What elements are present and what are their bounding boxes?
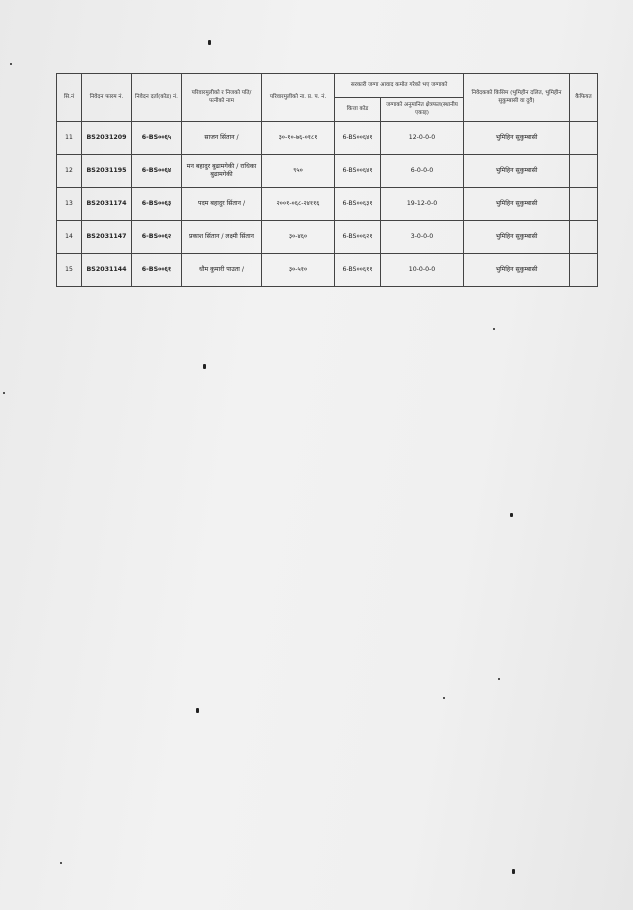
table-row — [57, 188, 598, 221]
cell-form-no: BS2031209 — [82, 122, 132, 155]
header-applicant-type: निवेदकको किसिम (भुमिहीन दलित, भुमिहीन सुकुम्बासी वा दुवै) — [464, 74, 570, 122]
scan-speck — [443, 697, 445, 699]
header-application-reg-code: निवेदन दर्ता(कोड) नं. — [132, 74, 182, 122]
cell-applicant-type: भुमिहिन सुकुम्बासी — [464, 122, 570, 155]
cell-plot-code: 6-BS००६११ — [335, 254, 381, 287]
table-row — [57, 221, 598, 254]
cell-land-area: 3-0-0-0 — [381, 221, 464, 254]
applicant-register-table — [56, 73, 598, 287]
cell-name: मन बहादुर बुढामगेकी / राधिका बुढामगेकी — [182, 155, 262, 188]
cell-remarks — [570, 221, 598, 254]
cell-form-no: BS2031195 — [82, 155, 132, 188]
cell-remarks — [570, 122, 598, 155]
cell-applicant-type: भुमिहिन सुकुम्बासी — [464, 155, 570, 188]
cell-name: धौम कुमारी पाउता / — [182, 254, 262, 287]
scan-speck — [203, 364, 206, 369]
cell-land-area: 12-0-0-0 — [381, 122, 464, 155]
cell-form-no: BS2031174 — [82, 188, 132, 221]
cell-remarks — [570, 254, 598, 287]
cell-remarks — [570, 155, 598, 188]
cell-land-area: 6-0-0-0 — [381, 155, 464, 188]
cell-sn: 15 — [57, 254, 82, 287]
table-row — [57, 155, 598, 188]
scan-speck — [208, 40, 211, 45]
cell-sn: 14 — [57, 221, 82, 254]
scan-speck — [10, 63, 12, 65]
scan-speck — [512, 869, 515, 874]
scan-speck — [196, 708, 199, 713]
header-land-area: जग्गाको अनुमानित क्षेत्रफल(स्थानीय एकाइ) — [381, 98, 464, 122]
cell-applicant-type: भुमिहिन सुकुम्बासी — [464, 188, 570, 221]
cell-applicant-type: भुमिहिन सुकुम्बासी — [464, 254, 570, 287]
cell-plot-code: 6-BS००६३१ — [335, 188, 381, 221]
cell-citizenship: ९५० — [262, 155, 335, 188]
cell-reg-code: 6-BS००६३ — [132, 188, 182, 221]
header-citizenship-no: परिवारमुलीको ना. प्र. प. नं. — [262, 74, 335, 122]
cell-land-area: 19-12-0-0 — [381, 188, 464, 221]
scan-speck — [498, 678, 500, 680]
cell-applicant-type: भुमिहिन सुकुम्बासी — [464, 221, 570, 254]
cell-reg-code: 6-BS००६५ — [132, 122, 182, 155]
cell-name: पदम बहादुर सिंतान / — [182, 188, 262, 221]
header-application-form-no: निवेदन फारम नं. — [82, 74, 132, 122]
cell-form-no: BS2031147 — [82, 221, 132, 254]
cell-reg-code: 6-BS००६१ — [132, 254, 182, 287]
cell-reg-code: 6-BS००६४ — [132, 155, 182, 188]
cell-form-no: BS2031144 — [82, 254, 132, 287]
cell-citizenship: ३०-४६० — [262, 221, 335, 254]
cell-citizenship: २००१-०६८-२४११६ — [262, 188, 335, 221]
scan-speck — [60, 862, 62, 864]
header-plot-code: कित्ता कोड — [335, 98, 381, 122]
cell-name: साजन सिंतान / — [182, 122, 262, 155]
cell-reg-code: 6-BS००६२ — [132, 221, 182, 254]
cell-land-area: 10-0-0-0 — [381, 254, 464, 287]
cell-plot-code: 6-BS००६४१ — [335, 155, 381, 188]
table-row — [57, 254, 598, 287]
cell-sn: 12 — [57, 155, 82, 188]
header-family-head-name: परिवारमुलीको र निजको पति/पत्नीको नाम — [182, 74, 262, 122]
cell-sn: 13 — [57, 188, 82, 221]
cell-plot-code: 6-BS००६२१ — [335, 221, 381, 254]
header-land-group: सरकारी जग्गा आवाद कमोत गरेको भए जग्गाको — [335, 74, 464, 98]
cell-citizenship: ३०-१०-७६-०१८१ — [262, 122, 335, 155]
scan-speck — [493, 328, 495, 330]
cell-plot-code: 6-BS००६४१ — [335, 122, 381, 155]
header-remarks: कैफियत — [570, 74, 598, 122]
cell-citizenship: ३०-५१० — [262, 254, 335, 287]
cell-remarks — [570, 188, 598, 221]
header-sn: सि.नं — [57, 74, 82, 122]
scan-speck — [510, 513, 513, 517]
scan-speck — [3, 392, 5, 394]
cell-sn: 11 — [57, 122, 82, 155]
table-row — [57, 122, 598, 155]
cell-name: प्रकाश सिंतान / लक्ष्मी सिंतान — [182, 221, 262, 254]
